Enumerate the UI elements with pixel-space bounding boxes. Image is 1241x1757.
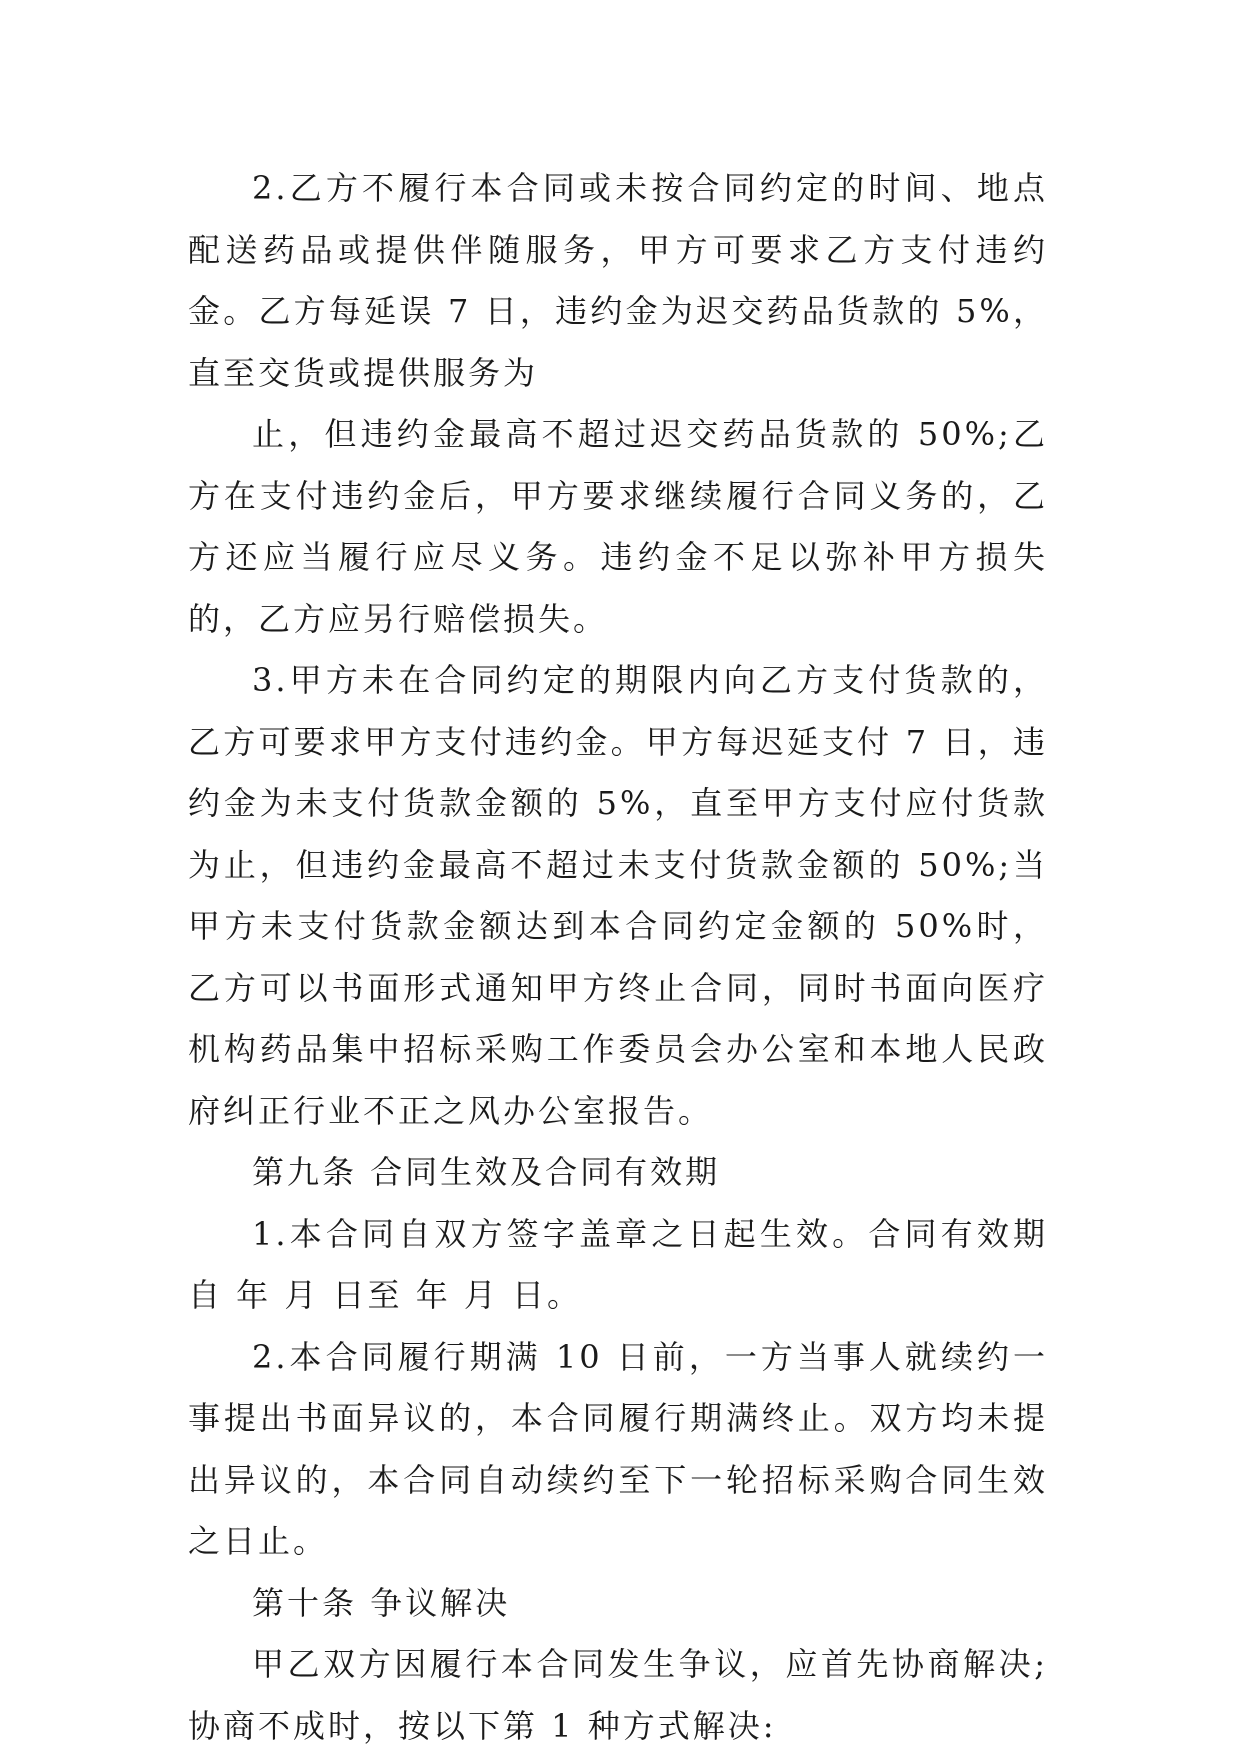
paragraph-renewal: 2.本合同履行期满 10 日前，一方当事人就续约一事提出书面异议的，本合同履行期满终止。双方均未提出异议的，本合同自动续约至下一轮招标采购合同生效之日止。 [188, 1337, 1048, 1560]
heading-article-9: 第九条 合同生效及合同有效期 [252, 1153, 721, 1191]
paragraph-effective-date: 1.本合同自双方签字盖章之日起生效。合同有效期自 年 月 日至 年 月 日。 [188, 1214, 1048, 1314]
heading-article-10: 第十条 争议解决 [252, 1583, 511, 1622]
contract-text [188, 158, 1048, 1757]
paragraph-penalty-supplier-continued: 止，但违约金最高不超过迟交药品货款的 50%;乙方在支付违约金后，甲方要求继续履行合同义务的，乙方还应当履行应尽义务。违约金不足以弥补甲方损失的，乙方应另行赔偿损失。 [188, 415, 1048, 638]
paragraph-penalty-supplier: 2.乙方不履行本合同或未按合同约定的时间、地点配送药品或提供伴随服务，甲方可要求乙方支付违约金。乙方每延误 7 日，违约金为迟交药品货款的 5%，直至交货或提供服务为 [188, 169, 1048, 392]
paragraph-penalty-buyer: 3.甲方未在合同约定的期限内向乙方支付货款的，乙方可要求甲方支付违约金。甲方每迟延支付 7 日，违约金为未支付货款金额的 5%，直至甲方支付应付货款为止，但违约金最高不超过未支付货款金额的 50%;当甲方未支付货款金额达到本合同约定金额的 50%时，乙方可以书面形式通知甲方终止合同，同时书面向医疗机构药品集中招标采购工作委员会办公室和本地人民政府纠正行业不正之风办公室报告。 [188, 661, 1048, 1130]
paragraph-dispute-resolution: 甲乙双方因履行本合同发生争议，应首先协商解决;协商不成时，按以下第 1 种方式解决: [188, 1645, 1048, 1745]
